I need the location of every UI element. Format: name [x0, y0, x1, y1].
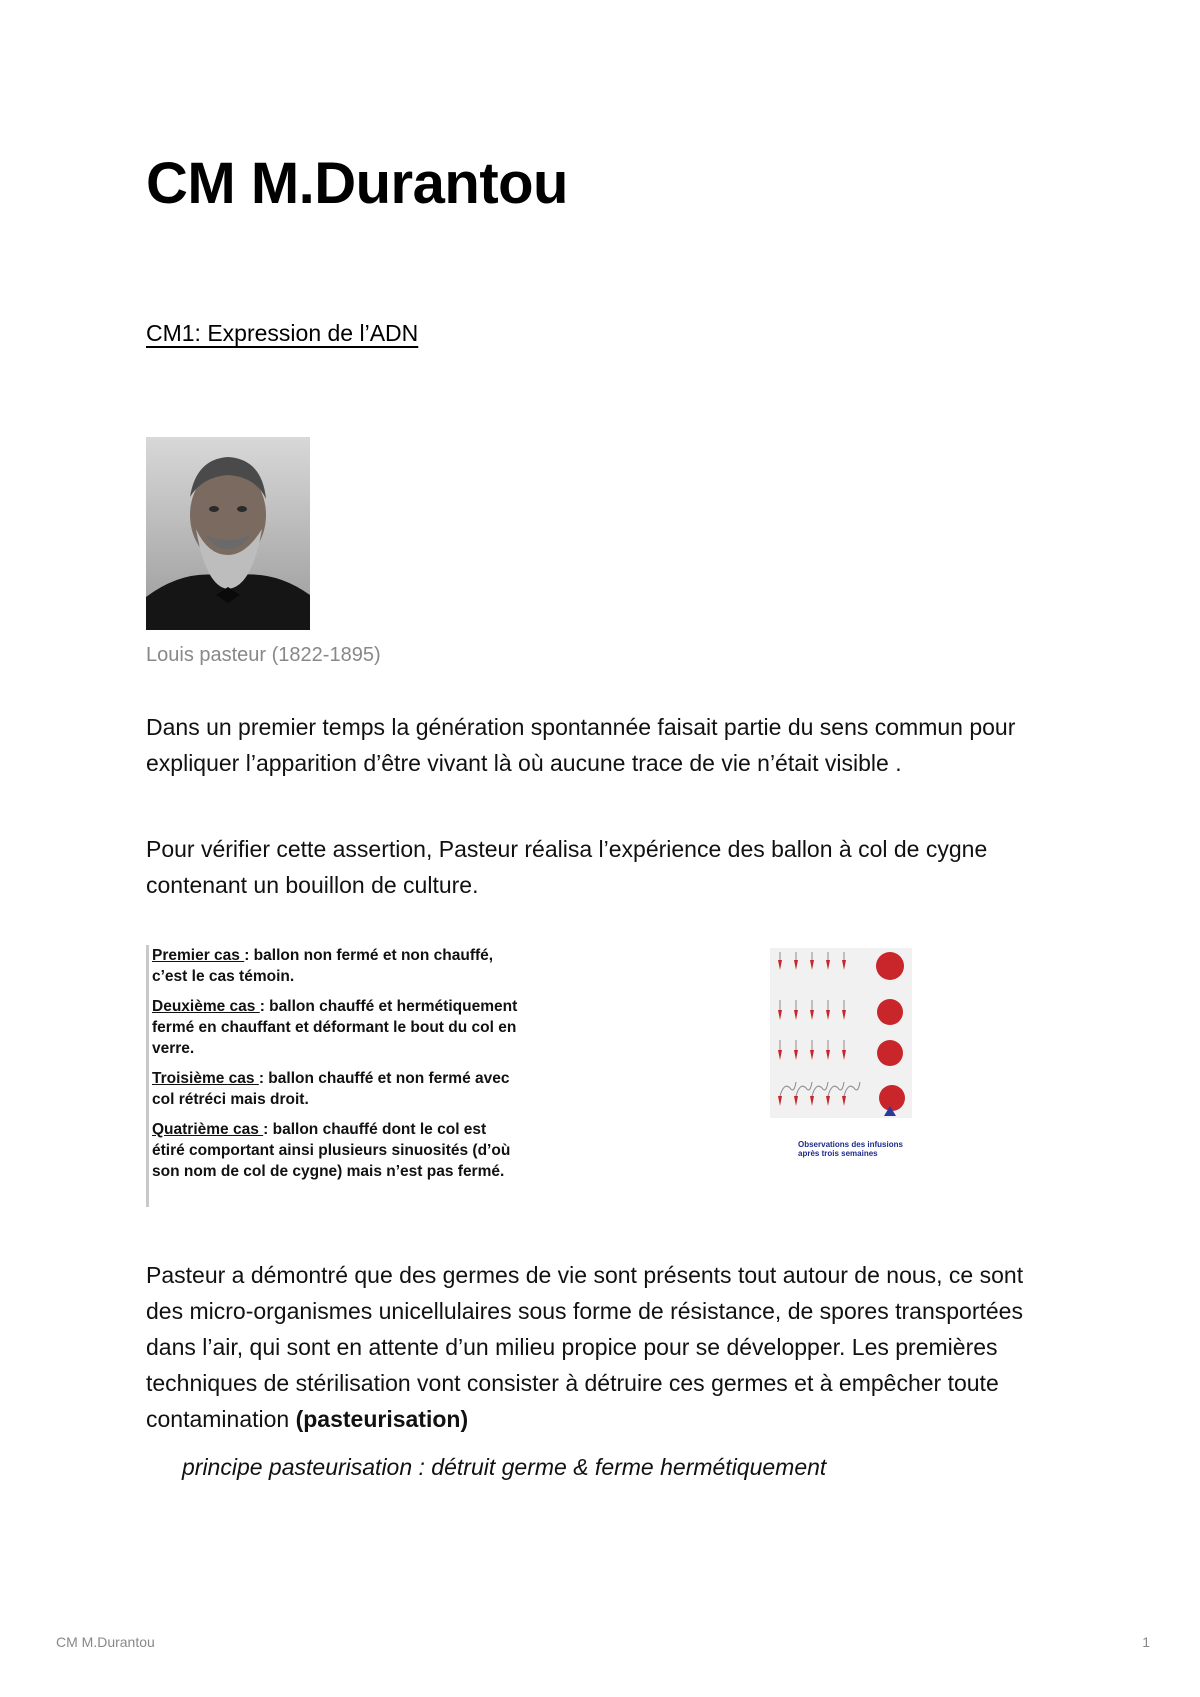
intro-paragraph: Dans un premier temps la génération spontannée faisait partie du sens commun pour expliquer l’apparition d’être vivant là où aucune trace de vie n’était visible . — [146, 714, 1016, 776]
principle-note: principe pasteurisation : détruit germe & ferme hermétiquement — [182, 1454, 827, 1480]
case-item — [152, 1119, 519, 1182]
experiment-cases — [146, 945, 519, 1207]
case-label: Premier cas — [152, 947, 245, 964]
figure-caption — [798, 1140, 903, 1158]
page-title: CM M.Durantou — [146, 151, 568, 216]
case-text: : ballon non fermé et non chauffé, c’est le cas témoin. — [152, 947, 494, 985]
case-label: Deuxième cas — [152, 998, 260, 1015]
case-item — [152, 945, 519, 987]
case-text: : ballon chauffé et non fermé avec col rétréci mais droit. — [152, 1070, 510, 1108]
section-heading: CM1: Expression de l’ADN — [146, 320, 419, 346]
pasteurisation-term: (pasteurisation) — [295, 1406, 469, 1432]
case-item — [152, 1068, 519, 1110]
portrait-caption: Louis pasteur (1822-1895) — [146, 644, 381, 666]
page-number: 1 — [1142, 1634, 1150, 1650]
conclusion-text: Pasteur a démontré que des germes de vie sont présents tout autour de nous, ce sont des micro-organismes unicellulaires sous forme de résistance, de spores transportées dans l’air, qui sont en attente d’un milieu propice pour se développer. Les premières techniques de stérilisation vont consister à détruire ces germes et à empêcher toute contamination — [146, 1262, 1024, 1432]
case-label: Troisième cas — [152, 1070, 259, 1087]
case-label: Quatrième cas — [152, 1121, 264, 1138]
experiment-paragraph: Pour vérifier cette assertion, Pasteur réalisa l’expérience des ballon à col de cygne contenant un bouillon de culture. — [146, 836, 988, 898]
portrait-photo — [146, 437, 310, 630]
case-text: : ballon chauffé et hermétiquement fermé en chauffant et déformant le bout du col en verre. — [152, 998, 518, 1057]
case-item — [152, 996, 519, 1059]
footer-title: CM M.Durantou — [56, 1634, 155, 1650]
conclusion-paragraph — [146, 1257, 1056, 1437]
case-text: : ballon chauffé dont le col est étiré comportant ainsi plusieurs sinuosités (d’où son nom de col de cygne) mais n’est pas fermé. — [152, 1121, 511, 1180]
figure-caption-line1: Observations des infusions — [798, 1140, 903, 1149]
swan-neck-flask-figure — [770, 948, 912, 1118]
figure-caption-line2: après trois semaines — [798, 1149, 878, 1158]
